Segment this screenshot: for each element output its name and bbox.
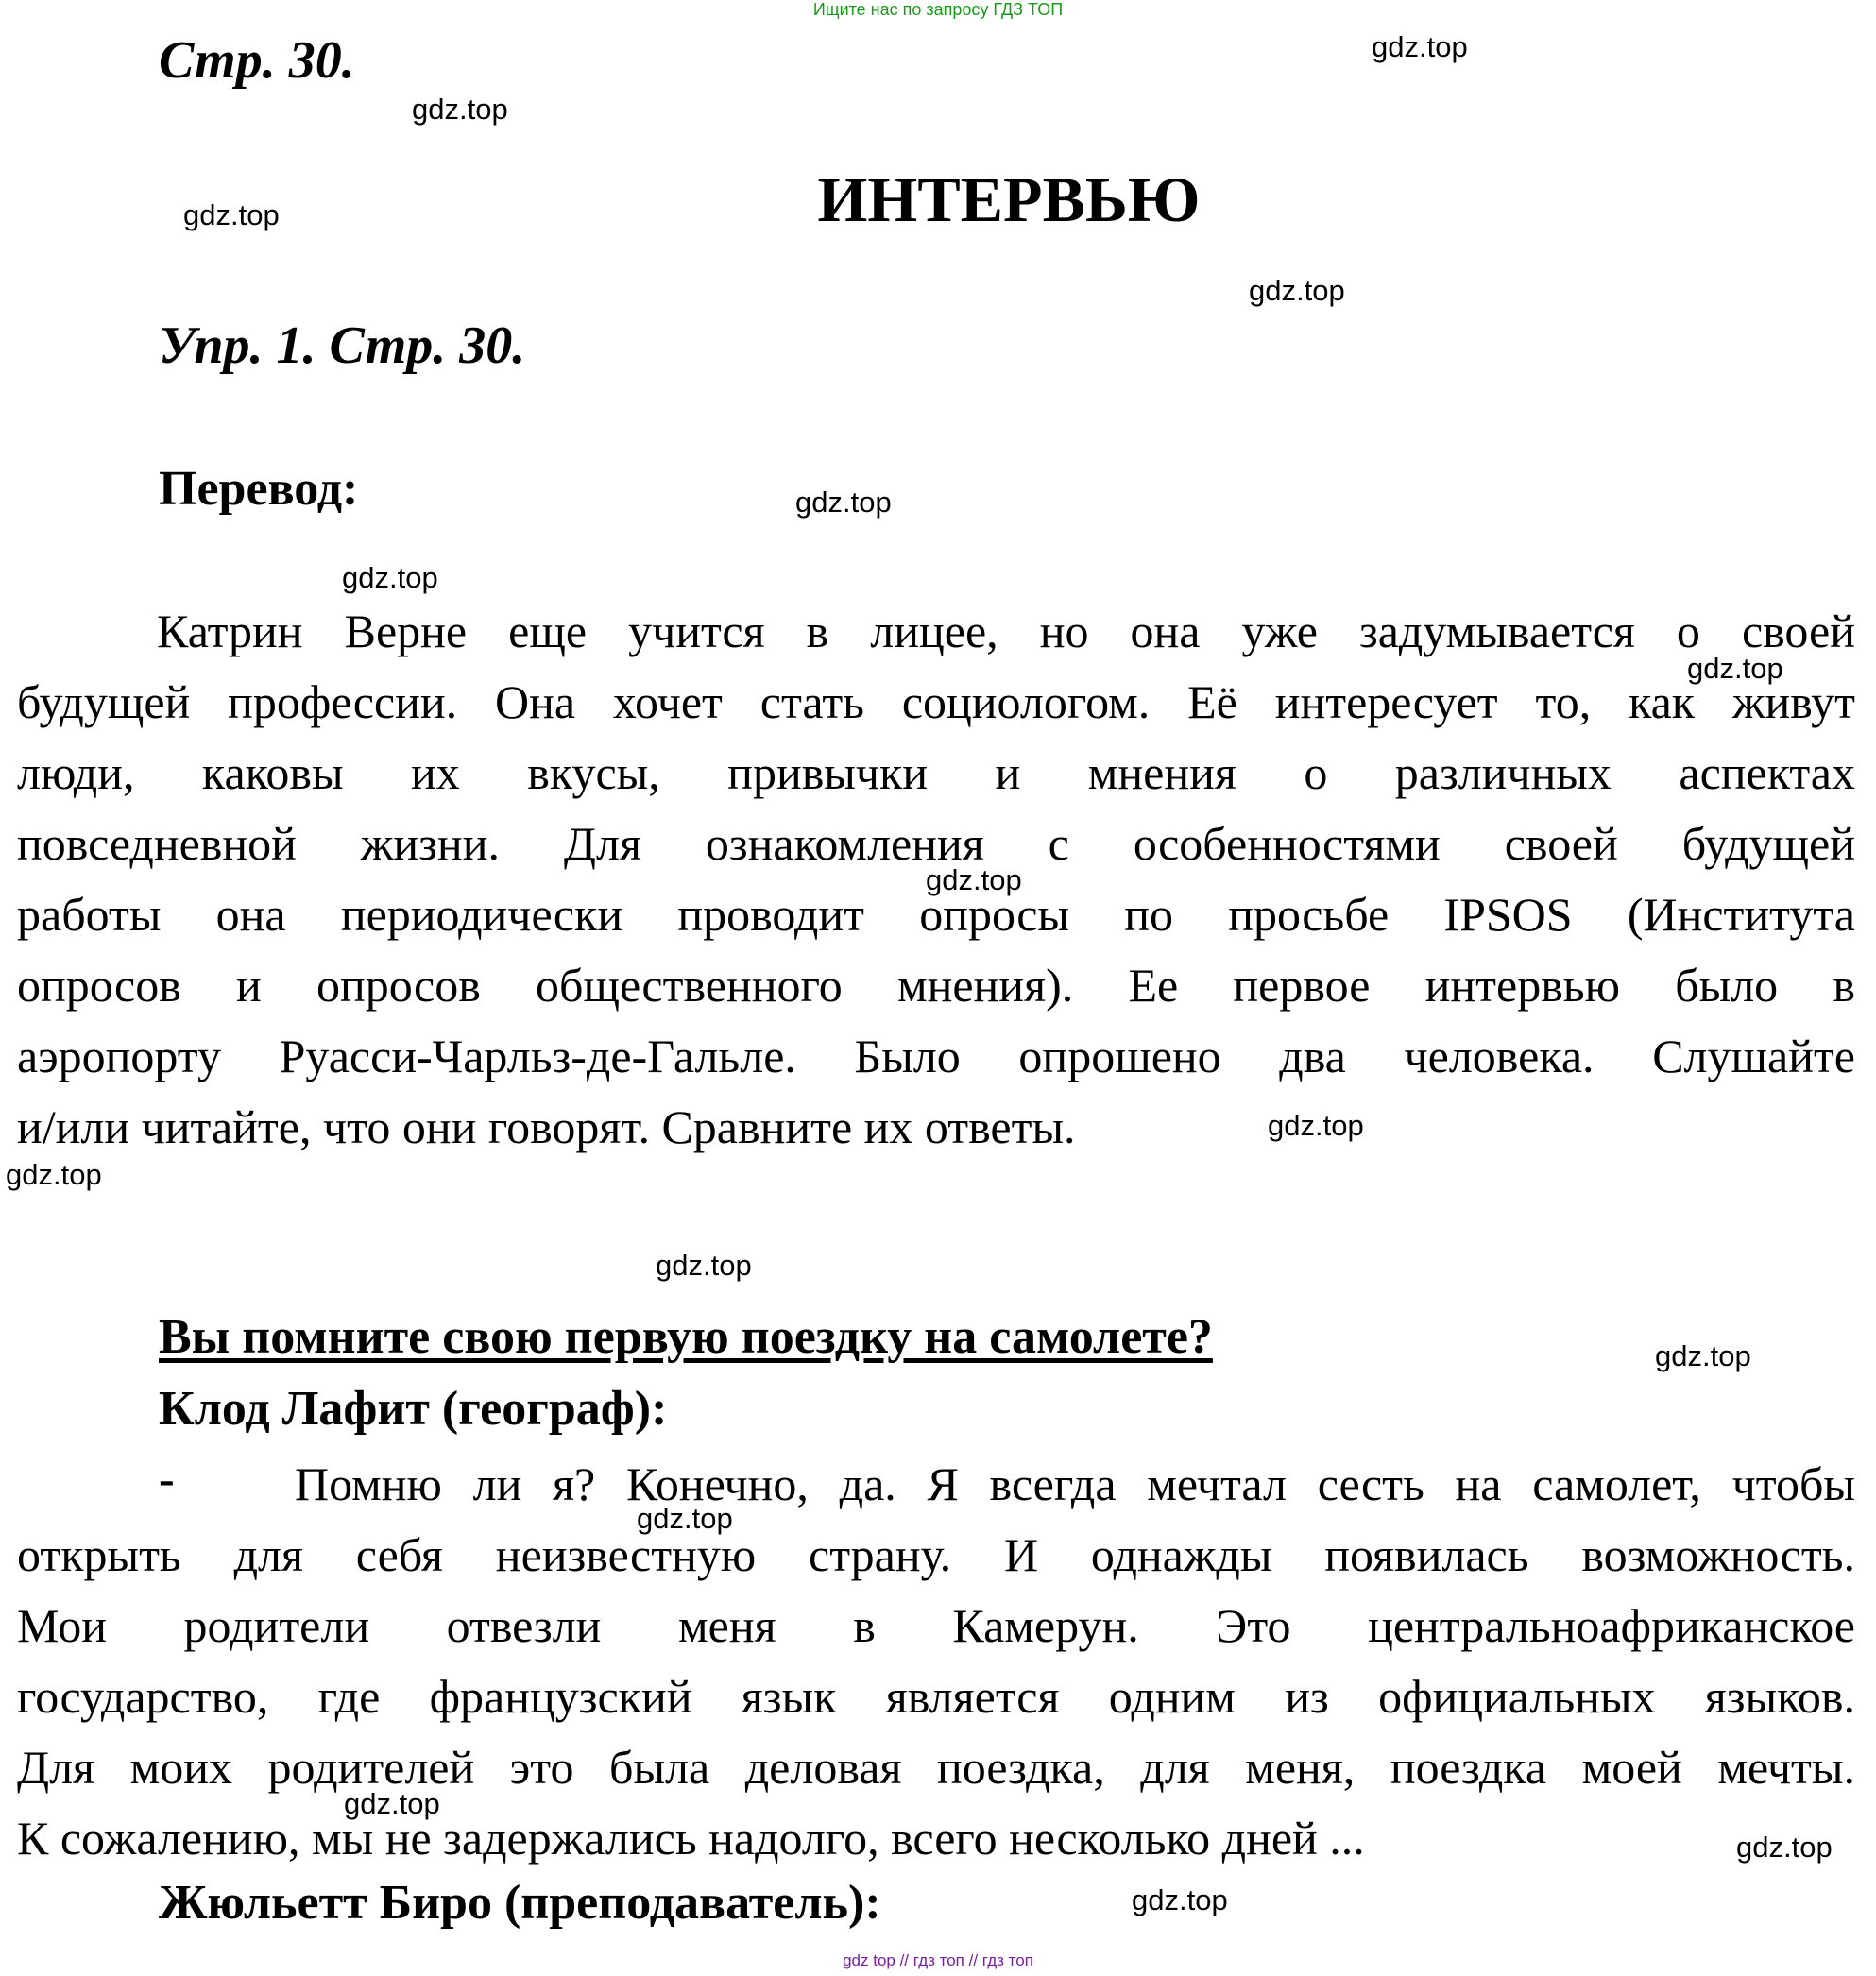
translation-label: Перевод: — [159, 462, 359, 516]
watermark: gdz.top — [926, 863, 1022, 896]
exercise-reference: Упр. 1. Стр. 30. — [159, 316, 526, 375]
interview-question: Вы помните свою первую поездку на самолете? — [159, 1310, 1213, 1364]
answer-paragraph — [17, 1449, 1855, 1874]
watermark: gdz.top — [183, 198, 280, 231]
search-notice: Ищите нас по запросу ГДЗ ТОП — [812, 0, 1064, 19]
answer-line: открыть для себя неизвестную страну. И однажды появилась возможность. — [17, 1528, 1855, 1581]
answer-line: Помню ли я? Конечно, да. Я всегда мечтал сесть на самолет, чтобы — [295, 1457, 1855, 1510]
answer-line: государство, где французский язык является одним из официальных языков. — [17, 1670, 1855, 1723]
watermark: gdz.top — [6, 1158, 102, 1191]
intro-line: люди, каковы их вкусы, привычки и мнения о различных аспектах — [17, 746, 1855, 799]
watermark: gdz.top — [412, 93, 508, 126]
intro-line: аэропорту Руасси-Чарльз-де-Гальле. Было опрошено два человека. Слушайте — [17, 1030, 1855, 1082]
watermark: gdz.top — [1372, 30, 1468, 63]
watermark: gdz.top — [637, 1502, 733, 1535]
speaker-name: Клод Лафит (географ): — [159, 1382, 668, 1436]
answer-line: К сожалению, мы не задержались надолго, всего несколько дней ... — [17, 1812, 1365, 1865]
watermark: gdz.top — [656, 1249, 752, 1282]
watermark: gdz.top — [1687, 652, 1783, 685]
intro-line: будущей профессии. Она хочет стать социологом. Её интересует то, как живут — [17, 675, 1855, 728]
intro-line: и/или читайте, что они говорят. Сравните их ответы. — [17, 1100, 1076, 1153]
watermark: gdz.top — [1249, 274, 1345, 307]
watermark: gdz.top — [795, 485, 892, 519]
watermark: gdz.top — [1268, 1109, 1364, 1142]
speaker-name: Жюльетт Биро (преподаватель): — [159, 1876, 881, 1930]
watermark: gdz.top — [344, 1787, 440, 1820]
watermark: gdz.top — [1736, 1831, 1833, 1864]
watermark: gdz.top — [1132, 1883, 1228, 1916]
answer-line: Для моих родителей это была деловая поездка, для меня, поездка моей мечты. — [17, 1741, 1855, 1794]
footer-notice: gdz top // гдз топ // гдз топ — [843, 1951, 1033, 1969]
intro-line: опросов и опросов общественного мнения). Ее первое интервью было в — [17, 959, 1855, 1012]
watermark: gdz.top — [1655, 1339, 1751, 1372]
page-title: ИНТЕРВЬЮ — [817, 163, 1201, 235]
intro-line: работы она периодически проводит опросы по просьбе IPSOS (Института — [17, 888, 1855, 941]
answer-dash: - — [159, 1452, 175, 1505]
intro-line: повседневной жизни. Для ознакомления с особенностями своей будущей — [17, 817, 1855, 870]
watermark: gdz.top — [342, 561, 438, 594]
intro-line: Катрин Верне еще учится в лицее, но она уже задумывается о своей — [157, 605, 1855, 657]
answer-line: Мои родители отвезли меня в Камерун. Это центральноафриканское — [17, 1599, 1855, 1652]
page-reference: Стр. 30. — [159, 31, 355, 90]
